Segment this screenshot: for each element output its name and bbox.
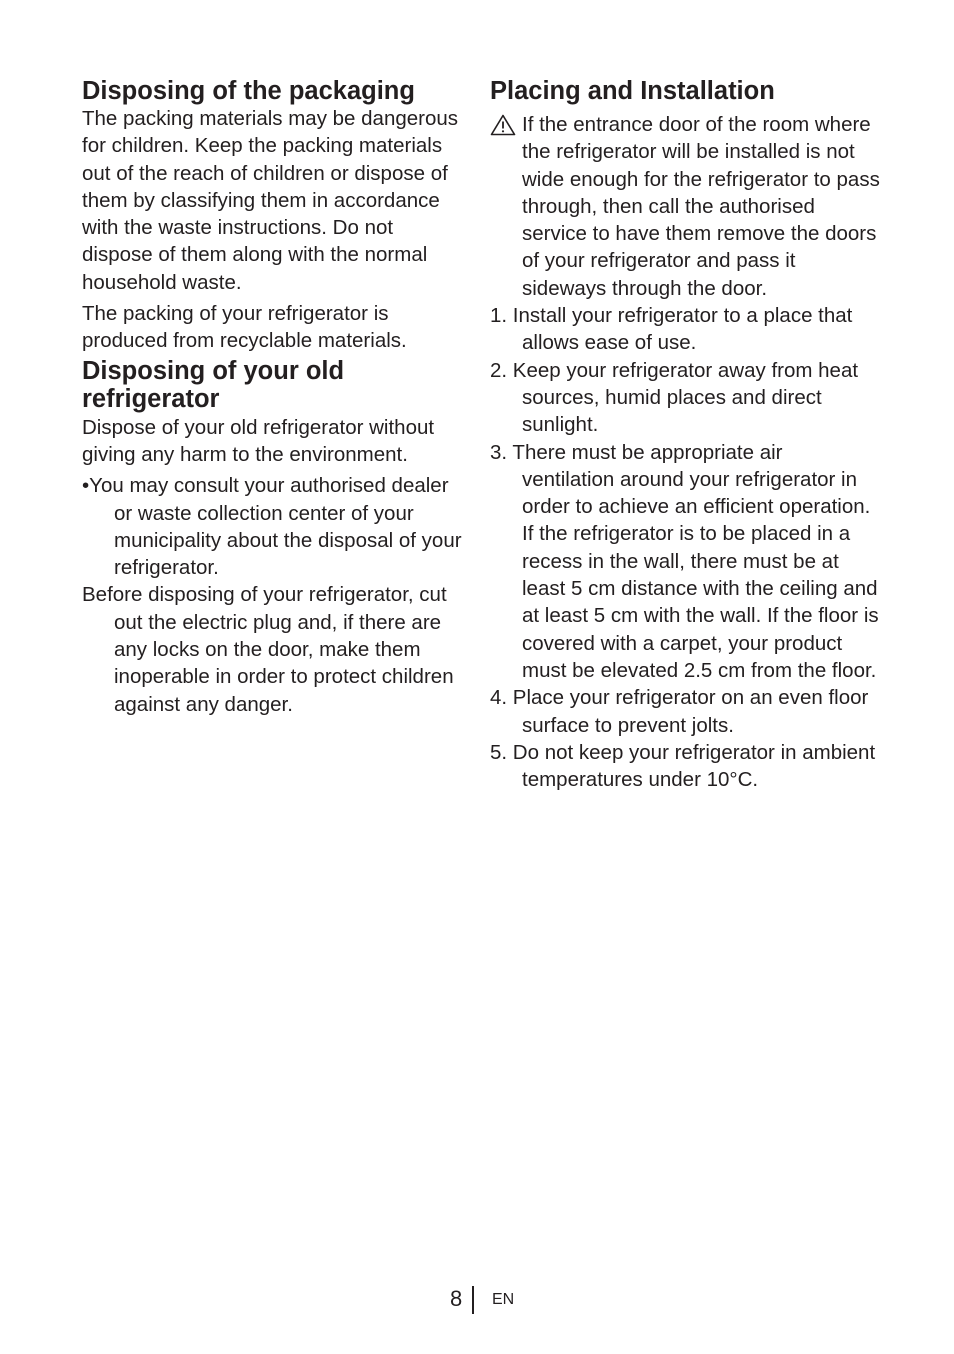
- heading-disposing-old-refrigerator: Disposing of your old refrigerator: [82, 356, 345, 413]
- heading-disposing-packaging: Disposing of the packaging: [82, 77, 415, 105]
- warning-triangle-icon: [490, 114, 516, 136]
- recyclable-paragraph: The packing of your refrigerator is produced from recyclable materials.: [82, 302, 407, 353]
- language-code: EN: [492, 1291, 515, 1308]
- left-column: [82, 74, 467, 718]
- step-item: 1. Install your refrigerator to a place that allows ease of use.: [490, 304, 853, 355]
- right-column: [490, 74, 880, 793]
- warning-text: If the entrance door of the room where the refrigerator will be installed is not wide enough for the refrigerator to pass through, then call the authorised service to have them remove the doors of your refrigerator and pass it sideways through the door.: [522, 113, 880, 300]
- step-item: 3. There must be appropriate air ventilation around your refrigerator in order to achieve an efficient operation. If the refrigerator is to be placed in a recess in the wall, there must be at least 5 cm distance with the ceiling and at least 5 cm with the wall. If the floor is covered with a carpet, your product must be elevated 2.5 cm from the floor.: [490, 440, 879, 682]
- dealer-consult-bullet: •You may consult your authorised dealer or waste collection center of your municipality about the disposal of your refrigerator.: [82, 474, 462, 580]
- step-item: 2. Keep your refrigerator away from heat sources, humid places and direct sunlight.: [490, 358, 859, 437]
- old-refrigerator-paragraph: Dispose of your old refrigerator without giving any harm to the environment.: [82, 415, 435, 466]
- footer-divider: [472, 1286, 474, 1314]
- installation-steps: [490, 302, 880, 793]
- heading-placing-installation: Placing and Installation: [490, 77, 775, 105]
- packaging-paragraph: The packing materials may be dangerous for children. Keep the packing materials out of the reach of children or dispose of them by classifying them in accordance with the waste instructions. Do not dispose of them along with the normal household waste.: [82, 107, 459, 294]
- entrance-door-warning: [490, 111, 880, 302]
- page-footer: [0, 1284, 954, 1316]
- page-number: 8: [450, 1286, 463, 1311]
- electric-plug-paragraph: Before disposing of your refrigerator, cut out the electric plug and, if there are any locks on the door, make them inoperable in order to protect children against any danger.: [82, 583, 454, 716]
- step-item: 5. Do not keep your refrigerator in ambient temperatures under 10°C.: [490, 740, 876, 792]
- step-item: 4. Place your refrigerator on an even floor surface to prevent jolts.: [490, 686, 869, 737]
